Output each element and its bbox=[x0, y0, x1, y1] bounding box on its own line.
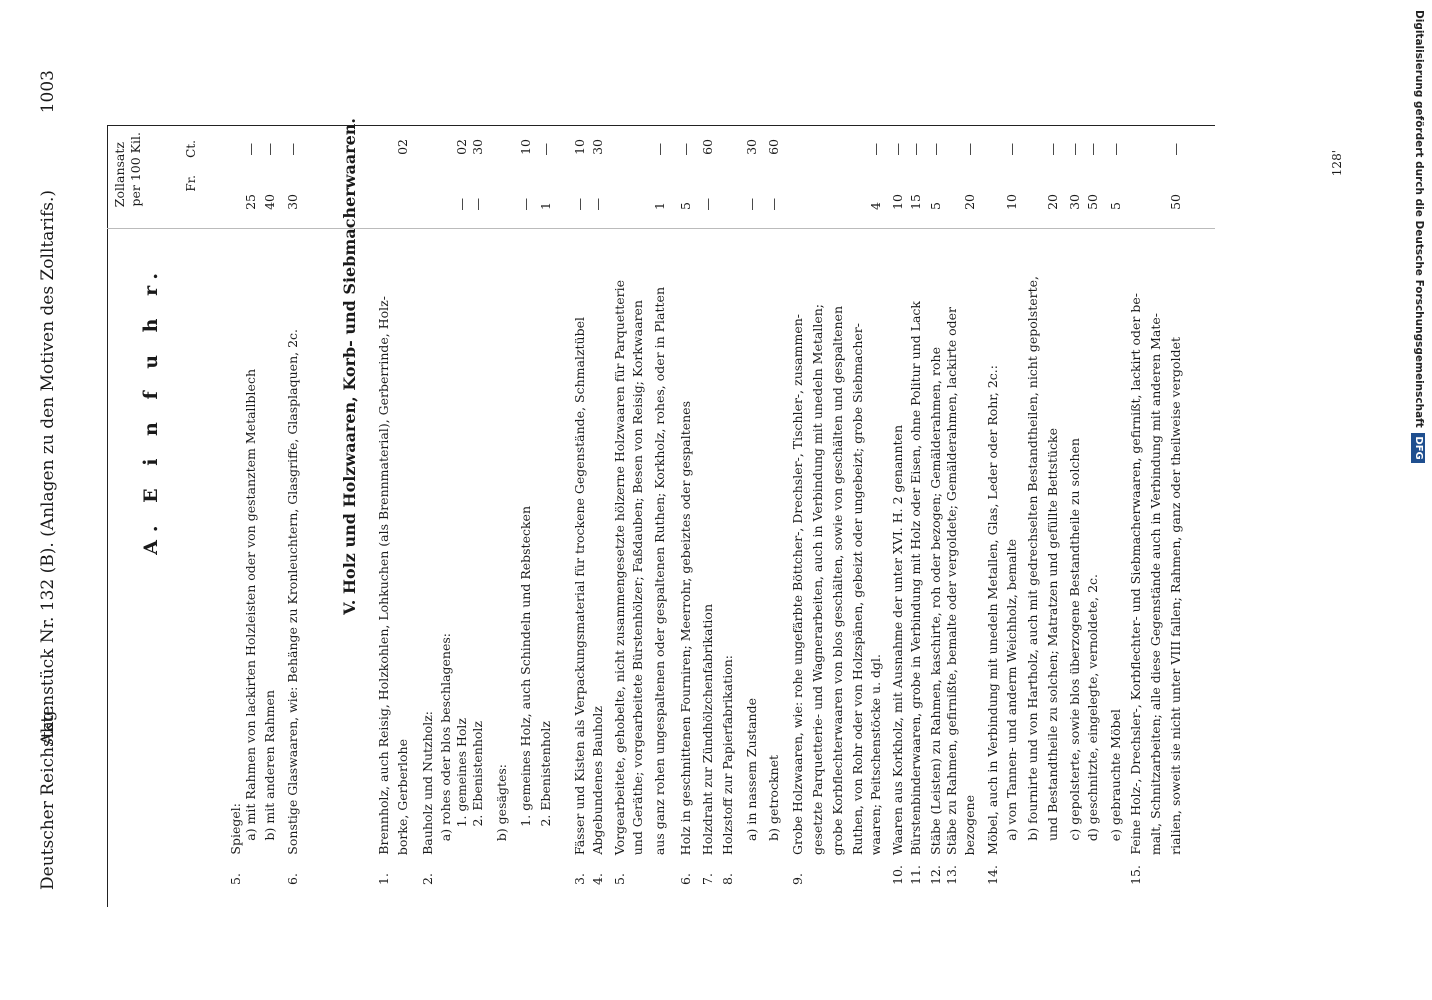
row-fr: 20 bbox=[962, 194, 977, 210]
row-number: 15. bbox=[1128, 865, 1143, 885]
row-fr: 50 bbox=[1085, 194, 1100, 210]
row-text: Stäbe (Leisten) zu Rahmen, kaschirte, roh oder bezogen; Gemälderahmen, rohe bbox=[928, 347, 943, 855]
row-fr: 30 bbox=[1067, 194, 1082, 210]
row-ct: 02 bbox=[454, 139, 469, 155]
row-ct: — bbox=[243, 142, 258, 155]
row-fr: 50 bbox=[1168, 194, 1183, 210]
row-text: c) gepolsterte, sowie blos überzogene Bestandtheile zu solchen bbox=[1067, 438, 1082, 841]
row-text: Holz in geschnittenen Fourniren; Meerrohr, gebeiztes oder gespaltenes bbox=[678, 400, 693, 855]
row-text: Sonstige Glaswaaren, wie: Behänge zu Kronleuchtern, Glasgriffe, Glasplaquen, 2c. bbox=[285, 329, 300, 855]
row-text: 2. Ebenistenholz bbox=[470, 721, 485, 827]
row-text: Holzdraht zur Zündhölzchenfabrikation bbox=[700, 603, 715, 855]
row-text: e) gebrauchte Möbel bbox=[1108, 708, 1123, 841]
row-number: 5. bbox=[612, 873, 627, 885]
row-text: d) geschnitzte, eingelegte, vernoldete, 2c. bbox=[1085, 573, 1100, 841]
row-number: 7. bbox=[700, 873, 715, 885]
row-text: 1. gemeines Holz bbox=[454, 717, 469, 827]
column-header-line1: Zollansatz bbox=[112, 142, 127, 208]
row-text: grobe Korbflechterwaaren von blos geschälten, sowie von geschälten und gespaltenen bbox=[830, 305, 845, 855]
row-text: Feine Holz-, Drechsler-, Korbflechter- und Siebmacherwaaren, gefirnißt, lackirt oder be- bbox=[1128, 293, 1143, 855]
row-ct: — bbox=[262, 142, 277, 155]
row-text: Stäbe zu Rahmen, gefirnißte, bemalte oder vergoldete; Gemälderahmen, lackirte oder bbox=[944, 307, 959, 855]
row-ct: — bbox=[652, 142, 667, 155]
heading-v: V. Holz und Holzwaaren, Korb- und Siebmacherwaaren. bbox=[340, 118, 359, 615]
row-ct: 10 bbox=[572, 139, 587, 155]
row-text: Fässer und Kisten als Verpackungsmaterial für trockene Gegenstände, Schmalztübel bbox=[572, 316, 587, 855]
row-ct: 30 bbox=[470, 139, 485, 155]
row-fr: 5 bbox=[678, 202, 693, 210]
row-text: Spiegel: bbox=[228, 803, 243, 855]
row-ct: 02 bbox=[395, 139, 410, 155]
row-text: bezogene bbox=[962, 794, 977, 855]
row-ct: — bbox=[908, 142, 923, 155]
header-left: Deutscher Reichstag. bbox=[38, 705, 58, 890]
row-number: 5. bbox=[228, 873, 243, 885]
row-ct: — bbox=[868, 142, 883, 155]
row-ct: 60 bbox=[766, 139, 781, 155]
row-ct: — bbox=[1108, 142, 1123, 155]
row-ct: 60 bbox=[700, 139, 715, 155]
row-text: Grobe Holzwaaren, wie: rohe ungefärbte Böttcher-, Drechsler-, Tischler-, zusammen- bbox=[790, 314, 805, 855]
row-number: 13. bbox=[944, 865, 959, 885]
row-number: 8. bbox=[720, 873, 735, 885]
row-ct: — bbox=[928, 142, 943, 155]
row-number: 4. bbox=[590, 873, 605, 885]
column-header-line2: per 100 Kil. bbox=[128, 132, 143, 207]
digitization-note: Digitalisierung gefördert durch die Deutsche Forschungsgemeinschaft bbox=[1413, 10, 1425, 428]
page-number: 1003 bbox=[38, 70, 58, 114]
row-fr: — bbox=[700, 197, 715, 210]
row-fr: 40 bbox=[262, 194, 277, 210]
row-ct: — bbox=[538, 142, 553, 155]
row-text: waaren; Peitschenstöcke u. dgl. bbox=[868, 653, 883, 855]
row-fr: 1 bbox=[538, 202, 553, 210]
row-text: malt, Schnitzarbeiten; alle diese Gegenstände auch in Verbindung mit anderen Mate- bbox=[1148, 312, 1163, 855]
row-text: aus ganz rohen ungespaltenen oder gespaltenen Ruthen; Korkholz, rohes, oder in Platten bbox=[652, 286, 667, 855]
row-ct: — bbox=[1168, 142, 1183, 155]
row-text: Bürstenbinderwaaren, grobe in Verbindung mit Holz oder Eisen, ohne Politur und Lack bbox=[908, 300, 923, 855]
row-text: b) getrocknet bbox=[766, 755, 781, 841]
row-ct: — bbox=[962, 142, 977, 155]
row-fr: — bbox=[572, 197, 587, 210]
row-fr: 25 bbox=[243, 194, 258, 210]
row-ct: — bbox=[1004, 142, 1019, 155]
row-fr: 5 bbox=[1108, 202, 1123, 210]
row-fr: 10 bbox=[890, 194, 905, 210]
column-header-ct: Ct. bbox=[184, 140, 198, 158]
row-number: 6. bbox=[678, 873, 693, 885]
row-text: b) gesägtes: bbox=[494, 763, 509, 841]
row-text: Möbel, auch in Verbindung mit unedeln Metallen, Glas, Leder oder Rohr, 2c.: bbox=[985, 365, 1000, 855]
row-ct: — bbox=[1045, 142, 1060, 155]
row-ct: 30 bbox=[590, 139, 605, 155]
row-text: Abgebundenes Bauholz bbox=[590, 706, 605, 855]
row-number: 10. bbox=[890, 865, 905, 885]
row-number: 3. bbox=[572, 873, 587, 885]
row-number: 2. bbox=[420, 873, 435, 885]
row-text: a) rohes oder blos beschlagenes: bbox=[438, 632, 453, 841]
row-text: Ruthen, von Rohr oder von Holzspänen, gebeizt oder ungebeizt; grobe Siebmacher- bbox=[850, 322, 865, 855]
row-fr: 5 bbox=[928, 202, 943, 210]
row-text: a) in nassem Zustande bbox=[744, 698, 759, 841]
row-fr: — bbox=[470, 197, 485, 210]
page-stamp: 128' bbox=[1330, 150, 1344, 177]
row-ct: — bbox=[1085, 142, 1100, 155]
row-fr: 30 bbox=[285, 194, 300, 210]
header-center: Aktenstück Nr. 132 (B). (Anlagen zu den Motiven des Zolltarifs.) bbox=[38, 189, 58, 745]
row-ct: — bbox=[285, 142, 300, 155]
row-fr: 15 bbox=[908, 194, 923, 210]
row-text: Brennholz, auch Reisig, Holzkohlen, Lohkuchen (als Brennmaterial), Gerberrinde, Holz- bbox=[376, 296, 391, 855]
row-ct: — bbox=[890, 142, 905, 155]
row-text: und Geräthe; vorgearbeitete Bürstenhölzer; Faßdauben; Besen von Reisig; Korkwaaren bbox=[630, 299, 645, 855]
row-number: 9. bbox=[790, 873, 805, 885]
row-text: b) fournirte und von Hartholz, auch mit gedrechselten Bestandtheilen, nicht gepolsterte, bbox=[1025, 276, 1040, 841]
row-fr: 1 bbox=[652, 202, 667, 210]
section-a-heading: A. E i n f u h r. bbox=[140, 265, 162, 555]
row-fr: — bbox=[590, 197, 605, 210]
column-header-fr: Fr. bbox=[184, 175, 198, 192]
digitization-strip bbox=[1405, 0, 1432, 1000]
row-text: a) mit Rahmen von lackirten Holzleisten oder von gestanztem Metallblech bbox=[243, 369, 258, 841]
row-text: gesetzte Parquetterie- und Wagnerarbeiten, auch in Verbindung mit unedeln Metallen; bbox=[810, 304, 825, 855]
dfg-badge: DFG bbox=[1411, 433, 1425, 462]
row-text: Holzstoff zur Papierfabrikation: bbox=[720, 655, 735, 855]
row-number: 6. bbox=[285, 873, 300, 885]
row-text: 2. Ebenistenholz bbox=[538, 721, 553, 827]
row-text: a) von Tannen- und anderm Weichholz, bemalte bbox=[1004, 539, 1019, 841]
row-number: 11. bbox=[908, 865, 923, 885]
row-fr: 10 bbox=[1004, 194, 1019, 210]
row-fr: — bbox=[766, 197, 781, 210]
row-text: 1. gemeines Holz, auch Schindeln und Rebstecken bbox=[518, 506, 533, 827]
row-ct: 10 bbox=[518, 139, 533, 155]
row-number: 14. bbox=[985, 865, 1000, 885]
row-text: Bauholz und Nutzholz: bbox=[420, 711, 435, 855]
row-text: Vorgearbeitete, gehobelte, nicht zusammengesetzte hölzerne Holzwaaren für Parquetterie bbox=[612, 279, 627, 855]
row-text: Waaren aus Korkholz, mit Ausnahme der unter XVI. H. 2 genannten bbox=[890, 424, 905, 855]
row-fr: — bbox=[744, 197, 759, 210]
row-text: borke, Gerberlohe bbox=[395, 738, 410, 855]
row-text: b) mit anderen Rahmen bbox=[262, 690, 277, 841]
row-ct: — bbox=[678, 142, 693, 155]
row-number: 12. bbox=[928, 865, 943, 885]
row-fr: 20 bbox=[1045, 194, 1060, 210]
row-text: rialien, soweit sie nicht unter VIII fallen; Rahmen, ganz oder theilweise vergoldet bbox=[1168, 337, 1183, 855]
row-ct: — bbox=[1067, 142, 1082, 155]
row-ct: 30 bbox=[744, 139, 759, 155]
row-number: 1. bbox=[376, 873, 391, 885]
row-fr: 4 bbox=[868, 202, 883, 210]
row-fr: — bbox=[454, 197, 469, 210]
row-fr: — bbox=[518, 197, 533, 210]
row-text: und Bestandtheile zu solchen; Matratzen und gefüllte Bettstücke bbox=[1045, 427, 1060, 841]
